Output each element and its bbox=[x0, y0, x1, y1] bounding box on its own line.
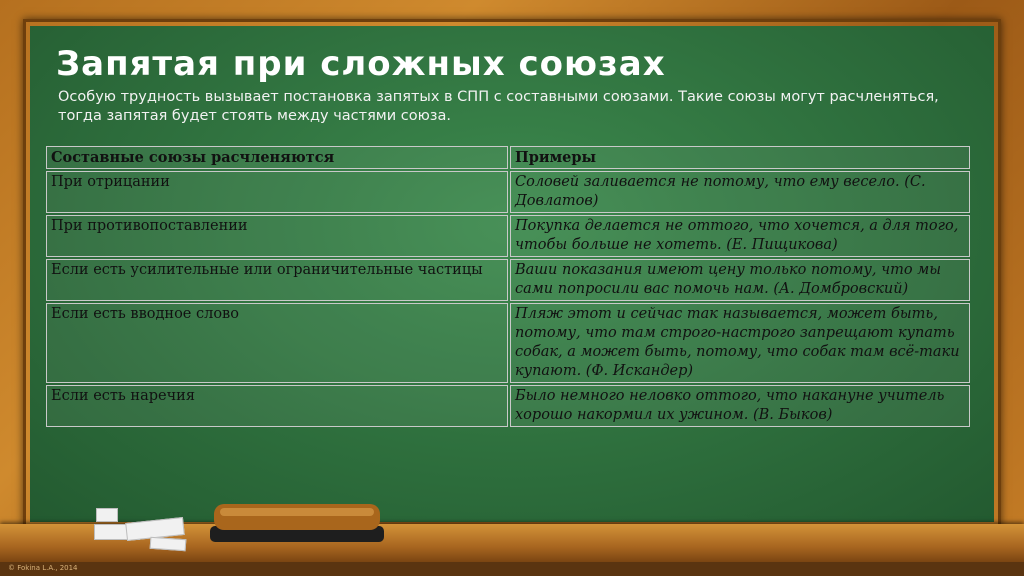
credit-text: © Fokina L.A., 2014 bbox=[8, 564, 78, 572]
slide-title: Запятая при сложных союзах bbox=[56, 44, 666, 84]
case-cell: Если есть наречия bbox=[46, 385, 508, 427]
case-cell: При отрицании bbox=[46, 171, 508, 213]
table-header-row bbox=[46, 146, 970, 169]
eraser-icon bbox=[206, 500, 388, 546]
example-cell: Ваши показания имеют цену только потому, что мы сами попросили вас помочь нам. (А. Домбровский) bbox=[510, 259, 970, 301]
table-row bbox=[46, 215, 970, 257]
example-cell: Соловей заливается не потому, что ему весело. (С. Довлатов) bbox=[510, 171, 970, 213]
column-header-examples: Примеры bbox=[510, 146, 970, 169]
case-cell: Если есть усилительные или ограничительные частицы bbox=[46, 259, 508, 301]
table-row bbox=[46, 385, 970, 427]
example-cell: Пляж этот и сейчас так называется, может быть, потому, что там строго-настрого запрещают купать собак, а может быть, потому, что собак там всё-таки купают. (Ф. Искандер) bbox=[510, 303, 970, 383]
case-cell: Если есть вводное слово bbox=[46, 303, 508, 383]
column-header-case: Составные союзы расчленяются bbox=[46, 146, 508, 169]
example-cell: Покупка делается не оттого, что хочется, а для того, чтобы больше не хотеть. (Е. Пищикова) bbox=[510, 215, 970, 257]
frame-bottom bbox=[0, 562, 1024, 576]
conjunctions-table bbox=[44, 144, 972, 429]
table-row bbox=[46, 303, 970, 383]
table-row bbox=[46, 171, 970, 213]
case-cell: При противопоставлении bbox=[46, 215, 508, 257]
example-cell: Было немного неловко оттого, что накануне учитель хорошо накормил их ужином. (В. Быков) bbox=[510, 385, 970, 427]
slide-subtitle: Особую трудность вызывает постановка запятых в СПП с составными союзами. Такие союзы могут расчленяться, тогда запятая будет стоять между частями союза. bbox=[58, 89, 939, 124]
table-row bbox=[46, 259, 970, 301]
